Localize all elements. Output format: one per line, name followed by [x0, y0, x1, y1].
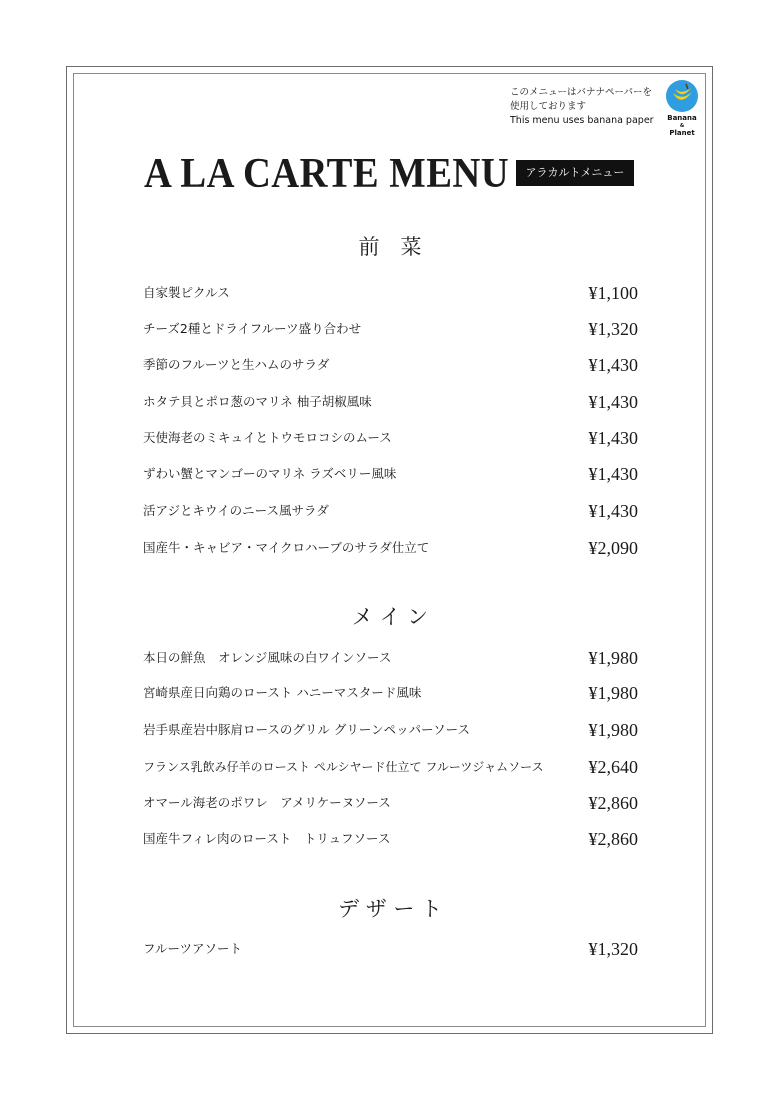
- item-name: 国産牛フィレ肉のロースト トリュフソース: [143, 831, 391, 846]
- item-name: フルーツアソート: [143, 941, 243, 956]
- menu-item: [143, 938, 638, 960]
- banana-icon: [666, 80, 698, 112]
- banana-planet-logo: [662, 80, 702, 137]
- item-name: ホタテ貝とポロ葱のマリネ 柚子胡椒風味: [143, 394, 372, 409]
- item-name: 本日の鮮魚 オレンジ風味の白ワインソース: [143, 650, 392, 665]
- item-price: ¥1,980: [588, 720, 638, 740]
- menu-item: [143, 427, 638, 449]
- menu-item: [143, 756, 638, 778]
- item-price: ¥1,980: [588, 648, 638, 668]
- item-price: ¥1,980: [588, 683, 638, 703]
- logo-text-3: Planet: [669, 129, 695, 137]
- menu-item: [143, 500, 638, 522]
- section-title-appetizers: 前 菜: [358, 235, 422, 259]
- menu-item: [143, 354, 638, 376]
- item-name: 季節のフルーツと生ハムのサラダ: [143, 357, 330, 372]
- menu-item: [143, 828, 638, 850]
- logo-text-1: Banana: [667, 114, 697, 122]
- banana-paper-notice: [510, 86, 670, 128]
- item-name: 岩手県産岩中豚肩ロースのグリル グリーンペッパーソース: [143, 722, 470, 737]
- notice-line-2: 使用しております: [510, 101, 587, 112]
- item-name: 宮崎県産日向鶏のロースト ハニーマスタード風味: [143, 685, 422, 700]
- item-price: ¥2,860: [588, 793, 638, 813]
- title-badge: アラカルトメニュー: [516, 160, 634, 186]
- item-name: チーズ2種とドライフルーツ盛り合わせ: [143, 321, 362, 336]
- item-name: 天使海老のミキュイとトウモロコシのムース: [143, 430, 392, 445]
- item-price: ¥1,430: [588, 501, 638, 521]
- item-name: 国産牛・キャビア・マイクロハーブのサラダ仕立て: [143, 540, 430, 555]
- item-price: ¥1,320: [588, 939, 638, 959]
- item-name: フランス乳飲み仔羊のロースト ペルシヤード仕立て フルーツジャムソース: [143, 760, 544, 774]
- item-price: ¥1,430: [588, 428, 638, 448]
- notice-line-1: このメニューはバナナペーパーを: [510, 87, 653, 98]
- item-price: ¥1,430: [588, 355, 638, 375]
- menu-item: [143, 682, 638, 704]
- item-price: ¥1,320: [588, 319, 638, 339]
- item-name: ずわい蟹とマンゴーのマリネ ラズベリー風味: [143, 466, 397, 481]
- menu-item: [143, 282, 638, 304]
- item-name: オマール海老のポワレ アメリケーヌソース: [143, 795, 391, 810]
- menu-item: [143, 719, 638, 741]
- item-price: ¥2,640: [588, 757, 638, 777]
- menu-item: [143, 463, 638, 485]
- item-price: ¥1,100: [588, 283, 638, 303]
- item-price: ¥1,430: [588, 464, 638, 484]
- item-name: 自家製ピクルス: [143, 285, 230, 300]
- menu-item: [143, 391, 638, 413]
- item-price: ¥2,860: [588, 829, 638, 849]
- item-price: ¥1,430: [588, 392, 638, 412]
- item-price: ¥2,090: [588, 538, 638, 558]
- item-name: 活アジとキウイのニース風サラダ: [143, 503, 329, 518]
- menu-item: [143, 318, 638, 340]
- section-title-dessert: デ ザ ー ト: [337, 897, 443, 921]
- page-title: A LA CARTE MENU: [144, 151, 510, 197]
- menu-item: [143, 537, 638, 559]
- notice-line-3: This menu uses banana paper: [510, 115, 654, 126]
- section-title-main: メ イ ン: [351, 605, 429, 629]
- menu-item: [143, 647, 638, 669]
- logo-text-2: &: [679, 123, 685, 129]
- menu-item: [143, 792, 638, 814]
